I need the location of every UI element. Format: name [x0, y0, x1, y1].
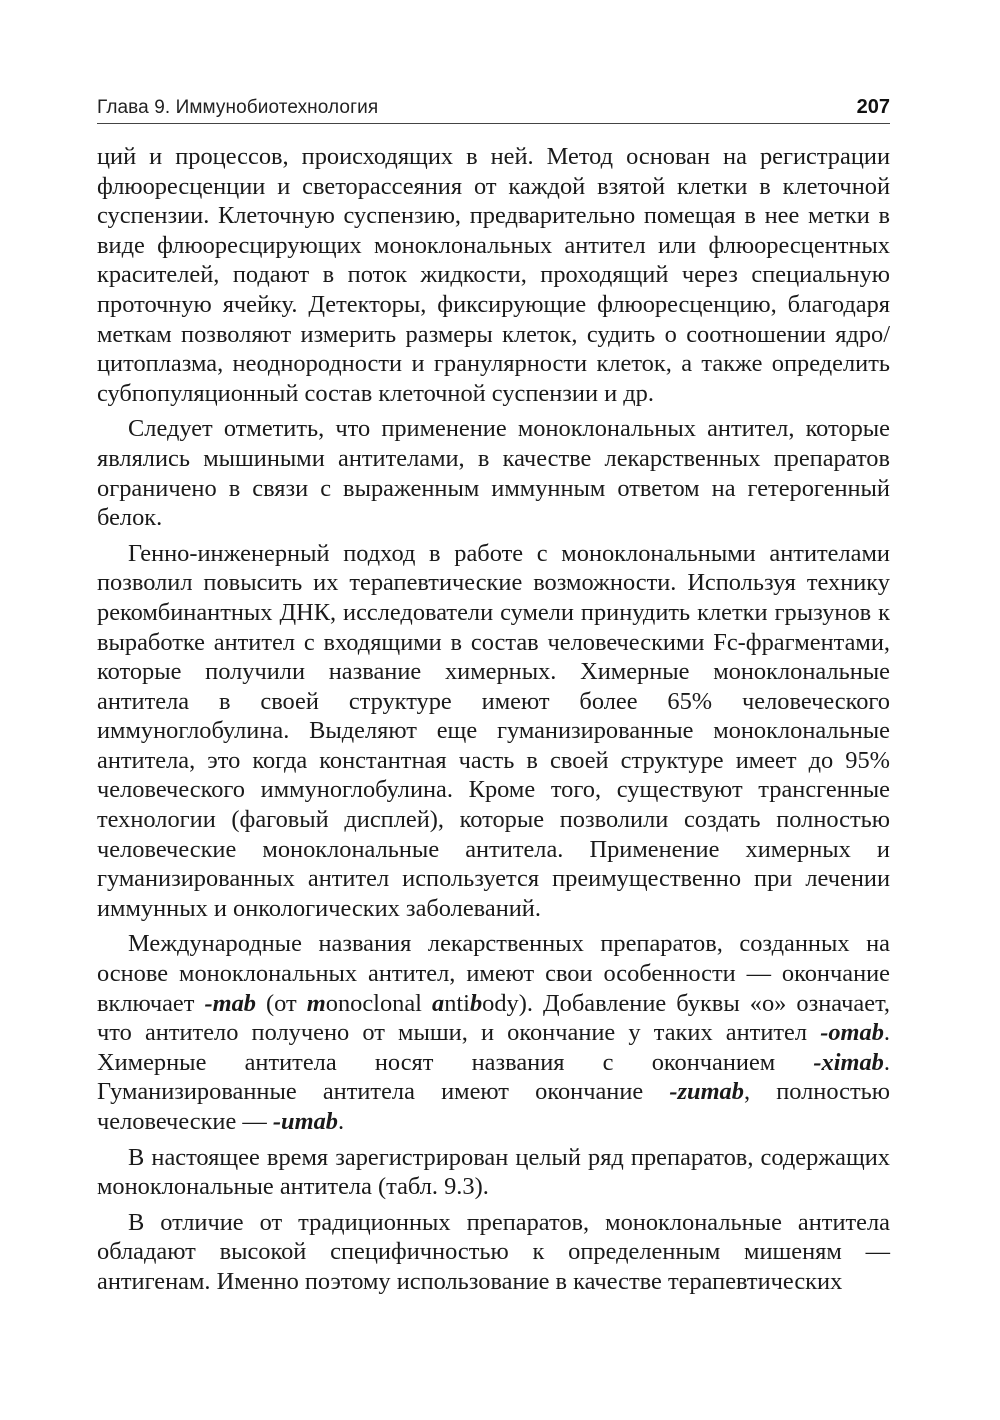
page-number: 207: [856, 96, 890, 118]
text-run: .: [337, 1108, 345, 1135]
paragraph: В отличие от традиционных препаратов, моноклональные антитела обладают высокой специфичностью к определенным мишеням — антигенам. Именно поэтому использование в качестве терапевтических: [97, 1208, 890, 1295]
paragraph: Генно-инженерный подход в работе с моноклональными антителами позволил повысить их терапевтические возможности. Используя технику рекомбинантных ДНК, исследователи сумели принудить клетки грызунов к выработке антител с входящими в состав человеческими Fc-фрагментами, которые получили название химерных. Химерные моноклональные антитела в своей структуре имеют более 65% человеческого иммуноглобулина. Выделяют еще гуманизированные моноклональные антитела, это когда константная часть в своей структуре имеет до 95% человеческого иммуноглобулина. Кроме того, существуют трансгенные технологии (фаговый дисплей), которые позволили создать полностью человеческие моноклональные антитела. Применение химерных и гуманизированных антител используется преимущественно при лечении иммунных и онкологических заболеваний.: [97, 539, 890, 922]
text-run: ody). Добавление буквы «о» означает, что антитело получено от мыши, и окончание у таких антител: [97, 989, 890, 1047]
suffix-term-umab: -umab: [272, 1108, 338, 1135]
paragraph-naming-conventions: [97, 929, 890, 1136]
suffix-term-omab: -omab: [820, 1019, 884, 1047]
text-run: , полностью человеческие —: [97, 1078, 890, 1135]
emphasis-letter-a: a: [432, 989, 445, 1017]
chapter-title: Глава 9. Иммунобиотехнология: [97, 97, 379, 118]
paragraph-continued: ций и процессов, происходящих в ней. Метод основан на регистрации флюоресценции и светорассеяния от каждой взятой клетки в клеточной суспензии. Клеточную суспензию, предварительно помещая в нее метки в виде флюоресцирующих моноклональных антител или флюоресцентных красителей, подают в поток жидкости, проходящий через специальную проточную ячейку. Детекторы, фиксирующие флюоресценцию, благодаря меткам позволяют измерить размеры клеток, судить о соотношении ядро/цитоплазма, неоднородности и гранулярности клеток, а также определить субпопуляционный состав клеточной суспензии и др.: [97, 143, 890, 407]
book-page: [97, 96, 890, 1303]
emphasis-letter-b: b: [469, 989, 483, 1017]
suffix-term-zumab: -zumab: [669, 1078, 744, 1106]
suffix-term-mab: -mab: [204, 989, 256, 1017]
text-run: onoclonal: [325, 989, 432, 1017]
running-head: [97, 96, 890, 124]
text-run: . Химерные антитела носят названия с окончанием: [97, 1019, 890, 1076]
text-run: Международные названия лекарственных препаратов, созданных на основе моноклональных антител, имеют свои особенности — окончание включает: [97, 930, 890, 1017]
text-run: (от: [255, 989, 307, 1017]
body-text: [97, 142, 890, 1297]
paragraph: В настоящее время зарегистрирован целый ряд препаратов, содержащих моноклональные антитела (табл. 9.3).: [97, 1143, 890, 1201]
text-run: nti: [444, 989, 470, 1017]
paragraph: Следует отметить, что применение моноклональных антител, которые являлись мышиными антителами, в качестве лекарственных препаратов ограничено в связи с выраженным иммунным ответом на гетерогенный белок.: [97, 415, 890, 532]
suffix-term-ximab: -ximab: [813, 1048, 884, 1076]
emphasis-letter-m: m: [306, 989, 326, 1017]
text-run: . Гуманизированные антитела имеют окончание: [97, 1048, 890, 1106]
